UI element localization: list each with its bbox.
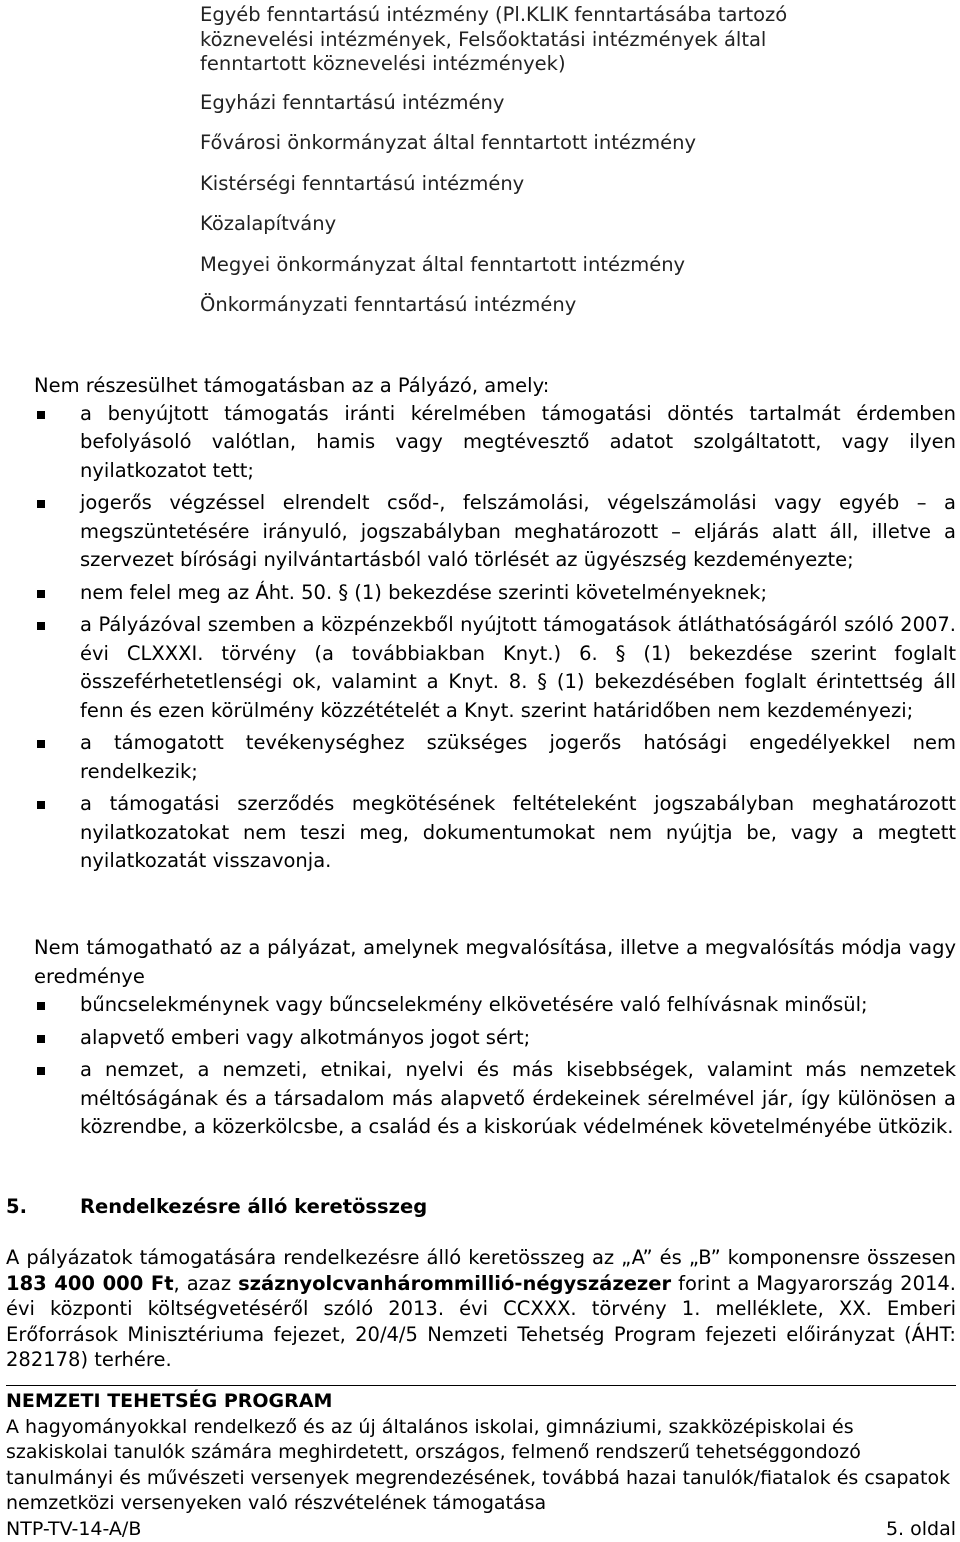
square-bullet-icon (37, 590, 45, 598)
list-item: a támogatási szerződés megkötésének feltételeként jogszabályban meghatározott nyilatkozatokat nem teszi meg, dokumentumokat nem nyújtja be, vagy a megtett nyilatkozatát visszavonja. (34, 790, 956, 876)
list-item: jogerős végzéssel elrendelt csőd-, felszámolási, végelszámolási vagy egyéb – a megszüntetésére irányuló, jogszabályban meghatározott – eljárás alatt áll, illetve a szervezet bírósági nyilvántartásból való törlését az ügyészség kezdeményezte; (34, 489, 956, 575)
unsupported-intro: Nem támogatható az a pályázat, amelynek megvalósítása, illetve a megvalósítás módja vagy eredménye (34, 934, 956, 991)
document-code: NTP-TV-14-A/B (6, 1517, 141, 1542)
square-bullet-icon (37, 1002, 45, 1010)
budget-amount: 183 400 000 Ft (6, 1272, 174, 1295)
institution-type-item: Fővárosi önkormányzat által fenntartott intézmény (200, 131, 800, 156)
square-bullet-icon (37, 801, 45, 809)
section-title: Rendelkezésre álló keretösszeg (80, 1195, 427, 1218)
exclusion-list (34, 400, 956, 876)
list-item: bűncselekménynek vagy bűncselekmény elkövetésére való felhívásnak minősül; (34, 991, 956, 1020)
section-heading (6, 1195, 956, 1218)
square-bullet-icon (37, 740, 45, 748)
budget-amount-words: száznyolcvanhárommillió-négyszázezer (238, 1272, 671, 1295)
page-footer (6, 1385, 956, 1542)
list-item: alapvető emberi vagy alkotmányos jogot sért; (34, 1024, 956, 1053)
page-number: 5. oldal (886, 1517, 956, 1542)
footer-description: A hagyományokkal rendelkező és az új általános iskolai, gimnáziumi, szakközépiskolai és szakiskolai tanulók számára meghirdetett, országos, felmenő rendszerű tehetséggondozó tanulmányi és művészeti versenyek megrendezésének, továbbá hazai tanulók/fiatalok és csapatok nemzetközi versenyeken való részvételének támogatása (6, 1415, 956, 1517)
square-bullet-icon (37, 1035, 45, 1043)
budget-paragraph: A pályázatok támogatására rendelkezésre álló keretösszeg az „A” és „B” komponensre összesen 183 400 000 Ft, azaz száznyolcvanhárommillió-négyszázezer forint a Magyarország 2014. évi központi költségvetéséről szóló 2013. évi CCXXX. törvény 1. melléklete, XX. Emberi Erőforrások Minisztériuma fejezet, 20/4/5 Nemzeti Tehetség Program fejezeti előirányzat (ÁHT: 282178) terhére. (6, 1245, 956, 1373)
footer-title: NEMZETI TEHETSÉG PROGRAM (6, 1389, 956, 1415)
institution-type-item: Közalapítvány (200, 212, 800, 237)
list-item: a Pályázóval szemben a közpénzekből nyújtott támogatások átláthatóságáról szóló 2007. évi CLXXXI. törvény (a továbbiakban Knyt.) 6. § (1) bekezdése szerint foglalt összeférhetetlenségi ok, valamint a Knyt. 8. § (1) bekezdésében foglalt érintettség áll fenn és ezen körülmény közzétételét a Knyt. szerint határidőben nem kezdeményezi; (34, 611, 956, 725)
exclusion-section (34, 374, 956, 880)
square-bullet-icon (37, 500, 45, 508)
square-bullet-icon (37, 1067, 45, 1075)
institution-type-item: Megyei önkormányzat által fenntartott intézmény (200, 253, 800, 278)
square-bullet-icon (37, 411, 45, 419)
unsupported-section (34, 934, 956, 1146)
square-bullet-icon (37, 622, 45, 630)
institution-type-item: Egyéb fenntartású intézmény (Pl.KLIK fenntartásába tartozó köznevelési intézmények, Felsőoktatási intézmények által fenntartott köznevelési intézmények) (200, 3, 800, 77)
institution-type-list (200, 3, 800, 318)
list-item: nem felel meg az Áht. 50. § (1) bekezdése szerinti követelményeknek; (34, 579, 956, 608)
list-item: a benyújtott támogatás iránti kérelmében támogatási döntés tartalmát érdemben befolyásoló valótlan, hamis vagy megtévesztő adatot szolgáltatott, vagy ilyen nyilatkozatot tett; (34, 400, 956, 486)
footer-row (6, 1517, 956, 1542)
unsupported-list (34, 991, 956, 1142)
list-item: a támogatott tevékenységhez szükséges jogerős hatósági engedélyekkel nem rendelkezik; (34, 729, 956, 786)
exclusion-intro: Nem részesülhet támogatásban az a Pályázó, amely: (34, 374, 956, 399)
institution-type-item: Egyházi fenntartású intézmény (200, 91, 800, 116)
institution-type-item: Kistérségi fenntartású intézmény (200, 172, 800, 197)
section-number: 5. (6, 1195, 80, 1218)
institution-type-item: Önkormányzati fenntartású intézmény (200, 293, 800, 318)
list-item: a nemzet, a nemzeti, etnikai, nyelvi és más kisebbségek, valamint más nemzetek méltóságának és a társadalom más alapvető érdekeinek sérelmével jár, így különösen a közrendbe, a közerkölcsbe, a család és a kiskorúak védelmének követelményébe ütközik. (34, 1056, 956, 1142)
